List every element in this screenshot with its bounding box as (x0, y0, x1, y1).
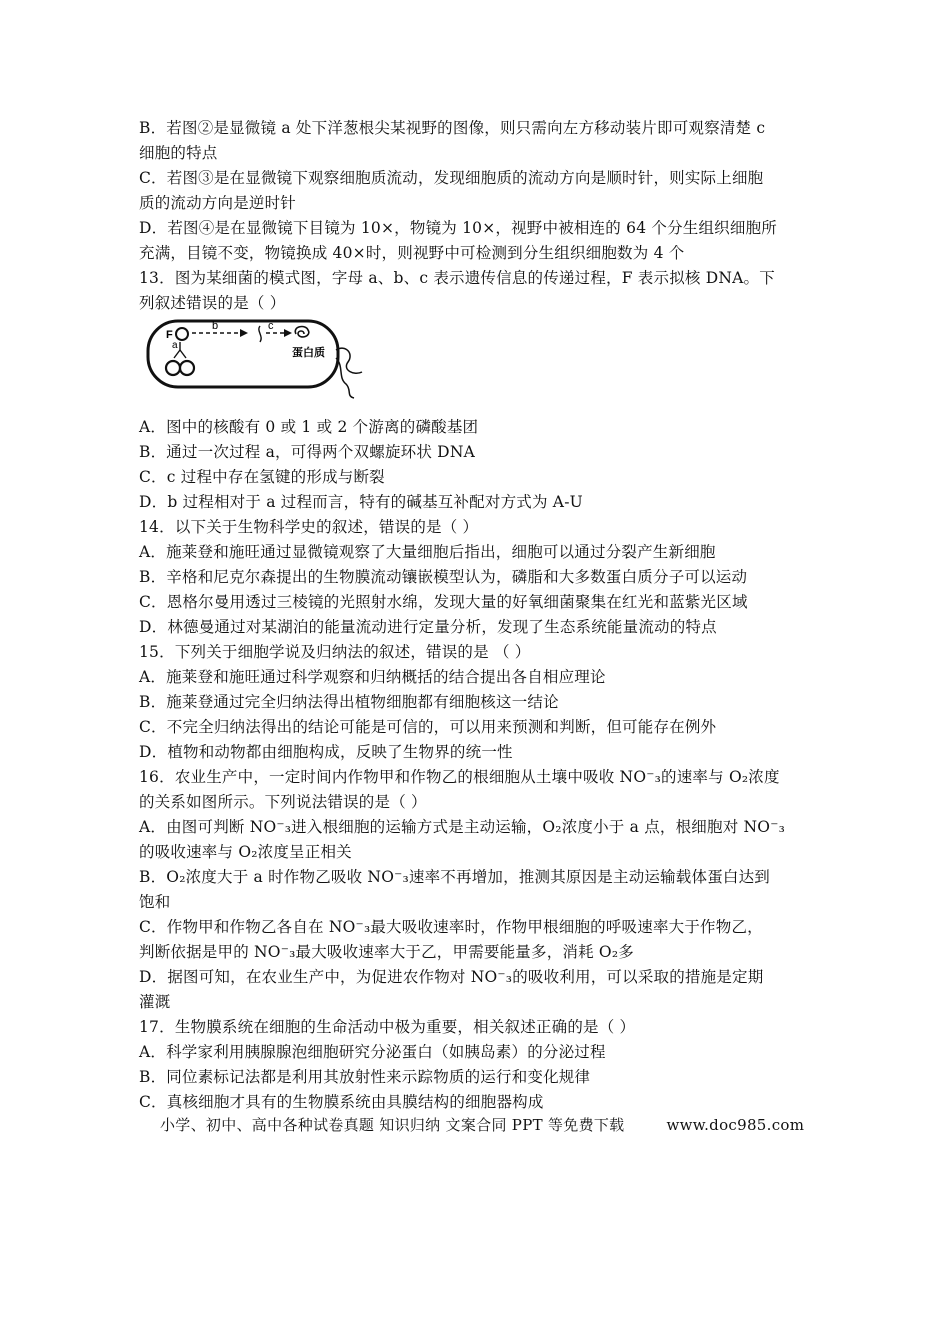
footer-text: 小学、初中、高中各种试卷真题 知识归纳 文案合同 PPT 等免费下载 (160, 1116, 625, 1134)
text-line: C．恩格尔曼用透过三棱镜的光照射水绵，发现大量的好氧细菌聚集在红光和蓝紫光区域 (139, 593, 748, 611)
dna-circle (180, 361, 194, 375)
text-line: D．林德曼通过对某湖泊的能量流动进行定量分析，发现了生态系统能量流动的特点 (139, 618, 717, 636)
text-line: B．通过一次过程 a，可得两个双螺旋环状 DNA (139, 443, 475, 461)
label-a: a (172, 340, 178, 351)
label-protein: 蛋白质 (292, 346, 325, 359)
text-line: 充满，目镜不变，物镜换成 40×时，则视野中可检测到分生组织细胞数为 4 个 (139, 244, 685, 262)
text-line: 15．下列关于细胞学说及归纳法的叙述，错误的是 （ ） (139, 643, 531, 661)
flagellum (336, 358, 354, 398)
text-line: B．辛格和尼克尔森提出的生物膜流动镶嵌模型认为，磷脂和大多数蛋白质分子可以运动 (139, 568, 748, 586)
text-line: 14．以下关于生物科学史的叙述，错误的是（ ） (139, 518, 479, 536)
text-line: 质的流动方向是逆时针 (139, 194, 297, 212)
text-line: A．图中的核酸有 0 或 1 或 2 个游离的磷酸基团 (139, 418, 479, 436)
dna-circle (166, 361, 180, 375)
text-line: 饱和 (139, 893, 171, 911)
text-line: A．由图可判断 NO⁻₃进入根细胞的运输方式是主动运输，O₂浓度小于 a 点，根细胞对 NO⁻₃ (139, 818, 785, 836)
text-line: C．不完全归纳法得出的结论可能是可信的，可以用来预测和判断，但可能存在例外 (139, 718, 717, 736)
text-line: 16．农业生产中，一定时间内作物甲和作物乙的根细胞从土壤中吸收 NO⁻₃的速率与 O₂浓度 (139, 768, 780, 786)
text-line: 的关系如图所示。下列说法错误的是（ ） (139, 793, 427, 811)
label-c: c (268, 320, 274, 332)
label-F: F (166, 329, 173, 341)
text-line: D．植物和动物都由细胞构成，反映了生物界的统一性 (139, 743, 513, 761)
text-line: 列叙述错误的是（ ） (139, 294, 286, 312)
text-line: D．若图④是在显微镜下目镜为 10×，物镜为 10×，视野中被相连的 64 个分生组织细胞所 (139, 219, 777, 237)
text-line: 灌溉 (139, 993, 171, 1011)
protein-icon (295, 327, 309, 337)
text-line: C．真核细胞才具有的生物膜系统由具膜结构的细胞器构成 (139, 1093, 544, 1111)
footer-url[interactable]: www.doc985.com (666, 1116, 805, 1134)
text-line: D．据图可知，在农业生产中，为促进农作物对 NO⁻₃的吸收利用，可以采取的措施是定期 (139, 968, 764, 986)
flagellum (336, 348, 362, 373)
text-line: B．O₂浓度大于 a 时作物乙吸收 NO⁻₃速率不再增加，推测其原因是主动运输载体蛋白达到 (139, 868, 771, 886)
text-line: B．若图②是显微镜 a 处下洋葱根尖某视野的图像，则只需向左方移动装片即可观察清楚 c (139, 119, 766, 137)
text-line: C．c 过程中存在氢键的形成与断裂 (139, 468, 385, 486)
dna-circle (176, 328, 188, 340)
page-footer (160, 1114, 804, 1135)
label-b: b (212, 320, 219, 332)
text-line: C．若图③是在显微镜下观察细胞质流动，发现细胞质的流动方向是顺时针，则实际上细胞 (139, 169, 764, 187)
mrna (259, 326, 261, 342)
text-line: A．施莱登和施旺通过显微镜观察了大量细胞后指出，细胞可以通过分裂产生新细胞 (139, 543, 716, 561)
text-line: B．同位素标记法都是利用其放射性来示踪物质的运行和变化规律 (139, 1068, 591, 1086)
text-line: 细胞的特点 (139, 144, 218, 162)
text-line: C．作物甲和作物乙各自在 NO⁻₃最大吸收速率时，作物甲根细胞的呼吸速率大于作物乙， (139, 918, 763, 936)
text-line: 的吸收速率与 O₂浓度呈正相关 (139, 843, 352, 861)
text-line: 17．生物膜系统在细胞的生命活动中极为重要，相关叙述正确的是（ ） (139, 1018, 636, 1036)
bacterium-diagram (140, 318, 365, 400)
text-line: A．科学家利用胰腺腺泡细胞研究分泌蛋白（如胰岛素）的分泌过程 (139, 1043, 606, 1061)
text-line: A．施莱登和施旺通过科学观察和归纳概括的结合提出各自相应理论 (139, 668, 606, 686)
text-line: B．施莱登通过完全归纳法得出植物细胞都有细胞核这一结论 (139, 693, 559, 711)
text-line: D．b 过程相对于 a 过程而言，特有的碱基互补配对方式为 A-U (139, 493, 583, 511)
text-line: 判断依据是甲的 NO⁻₃最大吸收速率大于乙，甲需要能量多，消耗 O₂多 (139, 943, 634, 961)
text-line: 13．图为某细菌的模式图，字母 a、b、c 表示遗传信息的传递过程，F 表示拟核 DNA。下 (139, 269, 775, 287)
